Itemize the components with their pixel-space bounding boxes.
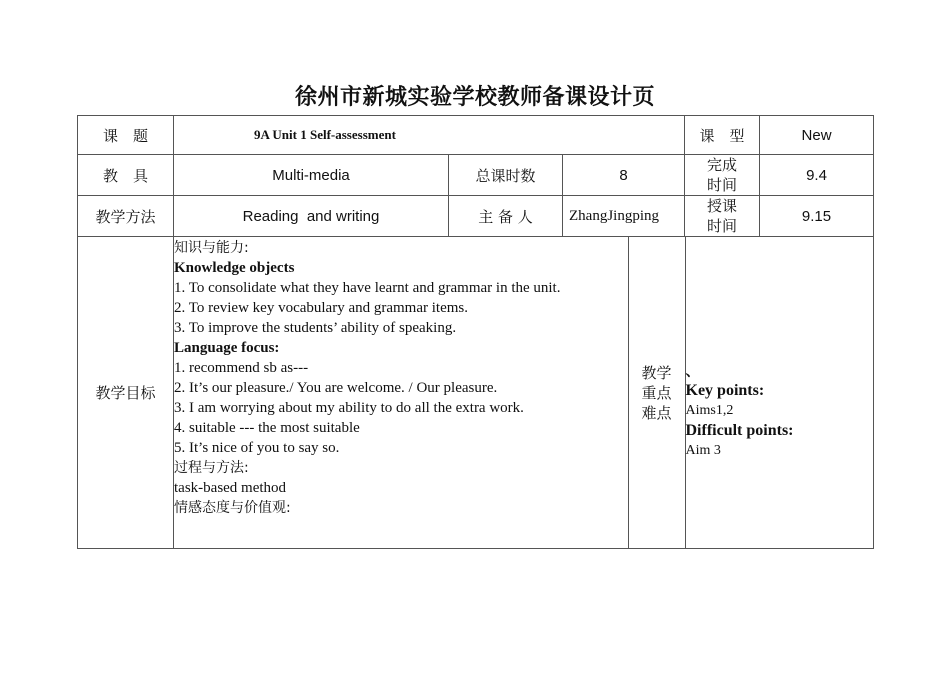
key-difficult-label: 教学重点难点 [641, 363, 672, 422]
page-title: 徐州市新城实验学校教师备课设计页 [294, 85, 655, 110]
key-points-mark: 、 [685, 363, 700, 380]
lead-preparer-value: ZhangJingping [563, 196, 685, 237]
row-method [78, 196, 874, 237]
row-objectives [78, 237, 874, 549]
difficult-points-heading: Difficult points: [685, 421, 794, 439]
lesson-plan-table [77, 115, 874, 549]
completion-time-value: 9.4 [760, 155, 874, 196]
method-value: Reading and writing [174, 196, 449, 237]
knowledge-item: 1. To consolidate what they have learnt and grammar in the unit. [174, 280, 561, 296]
knowledge-objects-heading: Knowledge objects [174, 260, 295, 276]
language-item: 5. It’s nice of you to say so. [174, 440, 340, 456]
objectives-content [174, 237, 628, 548]
completion-time-label [685, 155, 760, 196]
language-item: 1. recommend sb as--- [174, 360, 309, 376]
language-item: 3. I am worrying about my ability to do all the extra work. [174, 400, 524, 416]
attitude-heading: 情感态度与价值观: [174, 500, 291, 516]
key-points-content [685, 237, 874, 548]
process-method-heading: 过程与方法: [174, 460, 249, 476]
objectives-inner-table [174, 237, 874, 548]
key-difficult-label-cell [628, 237, 685, 548]
language-item: 2. It’s our pleasure./ You are welcome. / Our pleasure. [174, 380, 498, 396]
key-points-heading: Key points: [685, 381, 765, 399]
topic-value-cell [174, 116, 685, 155]
lesson-time-label [685, 196, 760, 237]
row-tools [78, 155, 874, 196]
topic-label: 课 题 [78, 116, 174, 155]
row-topic [78, 116, 874, 155]
tools-label: 教 具 [78, 155, 174, 196]
total-hours-value: 8 [563, 155, 685, 196]
type-label: 课 型 [685, 116, 760, 155]
key-points-value: Aims1,2 [685, 402, 734, 418]
objectives-cell [174, 237, 874, 549]
process-method-value: task-based method [174, 480, 287, 496]
completion-time-label-text: 完成时间 [707, 156, 738, 194]
type-value: New [760, 116, 874, 155]
objectives-label: 教学目标 [78, 237, 174, 549]
knowledge-ability-heading: 知识与能力: [174, 240, 249, 256]
lead-preparer-label: 主 备 人 [449, 196, 563, 237]
language-item: 4. suitable --- the most suitable [174, 420, 360, 436]
tools-value: Multi-media [174, 155, 449, 196]
difficult-points-value: Aim 3 [685, 442, 721, 458]
topic-value: 9A Unit 1 Self-assessment [254, 127, 396, 142]
lesson-time-value: 9.15 [760, 196, 874, 237]
method-label: 教学方法 [78, 196, 174, 237]
lesson-time-label-text: 授课时间 [707, 197, 738, 235]
language-focus-heading: Language focus: [174, 340, 280, 356]
knowledge-item: 3. To improve the students’ ability of speaking. [174, 320, 457, 336]
total-hours-label: 总课时数 [449, 155, 563, 196]
knowledge-item: 2. To review key vocabulary and grammar items. [174, 300, 468, 316]
